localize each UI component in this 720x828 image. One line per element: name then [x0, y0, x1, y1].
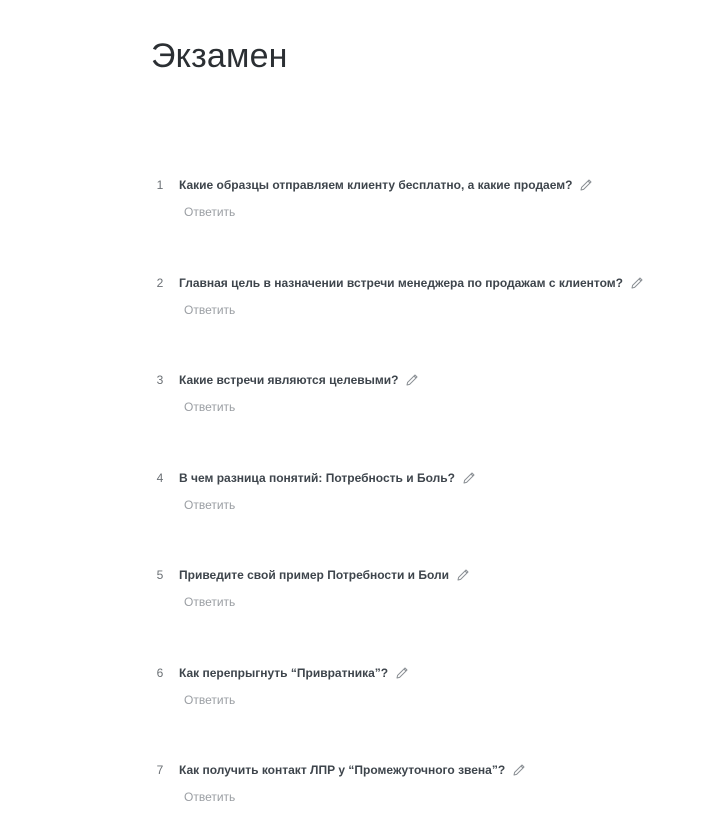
- answer-button[interactable]: Ответить: [184, 303, 236, 317]
- question-text: Как перепрыгнуть “Привратника”?: [179, 666, 389, 680]
- question-text: Какие встречи являются целевыми?: [179, 373, 399, 387]
- question-line: [179, 274, 644, 292]
- answer-button[interactable]: Ответить: [184, 400, 236, 414]
- question-text: Главная цель в назначении встречи менеджера по продажам с клиентом?: [179, 276, 623, 290]
- question-text: Какие образцы отправляем клиенту бесплатно, а какие продаем?: [179, 178, 573, 192]
- pencil-icon[interactable]: [512, 763, 526, 777]
- question-line: [179, 176, 593, 194]
- question-number: 6: [156, 666, 164, 680]
- pencil-icon[interactable]: [405, 373, 419, 387]
- question-number: 5: [156, 568, 164, 582]
- question-line: [179, 371, 419, 389]
- pencil-icon[interactable]: [630, 276, 644, 290]
- pencil-icon[interactable]: [395, 666, 409, 680]
- question-line: [179, 469, 476, 487]
- page-title: Экзамен: [151, 37, 288, 75]
- pencil-icon[interactable]: [579, 178, 593, 192]
- answer-button[interactable]: Ответить: [184, 595, 236, 609]
- question-text: В чем разница понятий: Потребность и Боль?: [179, 471, 455, 485]
- question-number: 3: [156, 373, 164, 387]
- question-item: [0, 761, 720, 821]
- question-item: [0, 664, 720, 724]
- question-number: 7: [156, 763, 164, 777]
- question-line: [179, 761, 526, 779]
- answer-button[interactable]: Ответить: [184, 205, 236, 219]
- pencil-icon[interactable]: [462, 471, 476, 485]
- question-number: 1: [156, 178, 164, 192]
- question-number: 2: [156, 276, 164, 290]
- question-item: [0, 371, 720, 431]
- answer-button[interactable]: Ответить: [184, 790, 236, 804]
- question-text: Приведите свой пример Потребности и Боли: [179, 568, 450, 582]
- question-item: [0, 469, 720, 529]
- question-line: [179, 566, 470, 584]
- answer-button[interactable]: Ответить: [184, 693, 236, 707]
- question-text: Как получить контакт ЛПР у “Промежуточного звена”?: [179, 763, 506, 777]
- pencil-icon[interactable]: [456, 568, 470, 582]
- question-line: [179, 664, 409, 682]
- question-item: [0, 274, 720, 334]
- answer-button[interactable]: Ответить: [184, 498, 236, 512]
- question-item: [0, 566, 720, 626]
- question-number: 4: [156, 471, 164, 485]
- question-item: [0, 176, 720, 236]
